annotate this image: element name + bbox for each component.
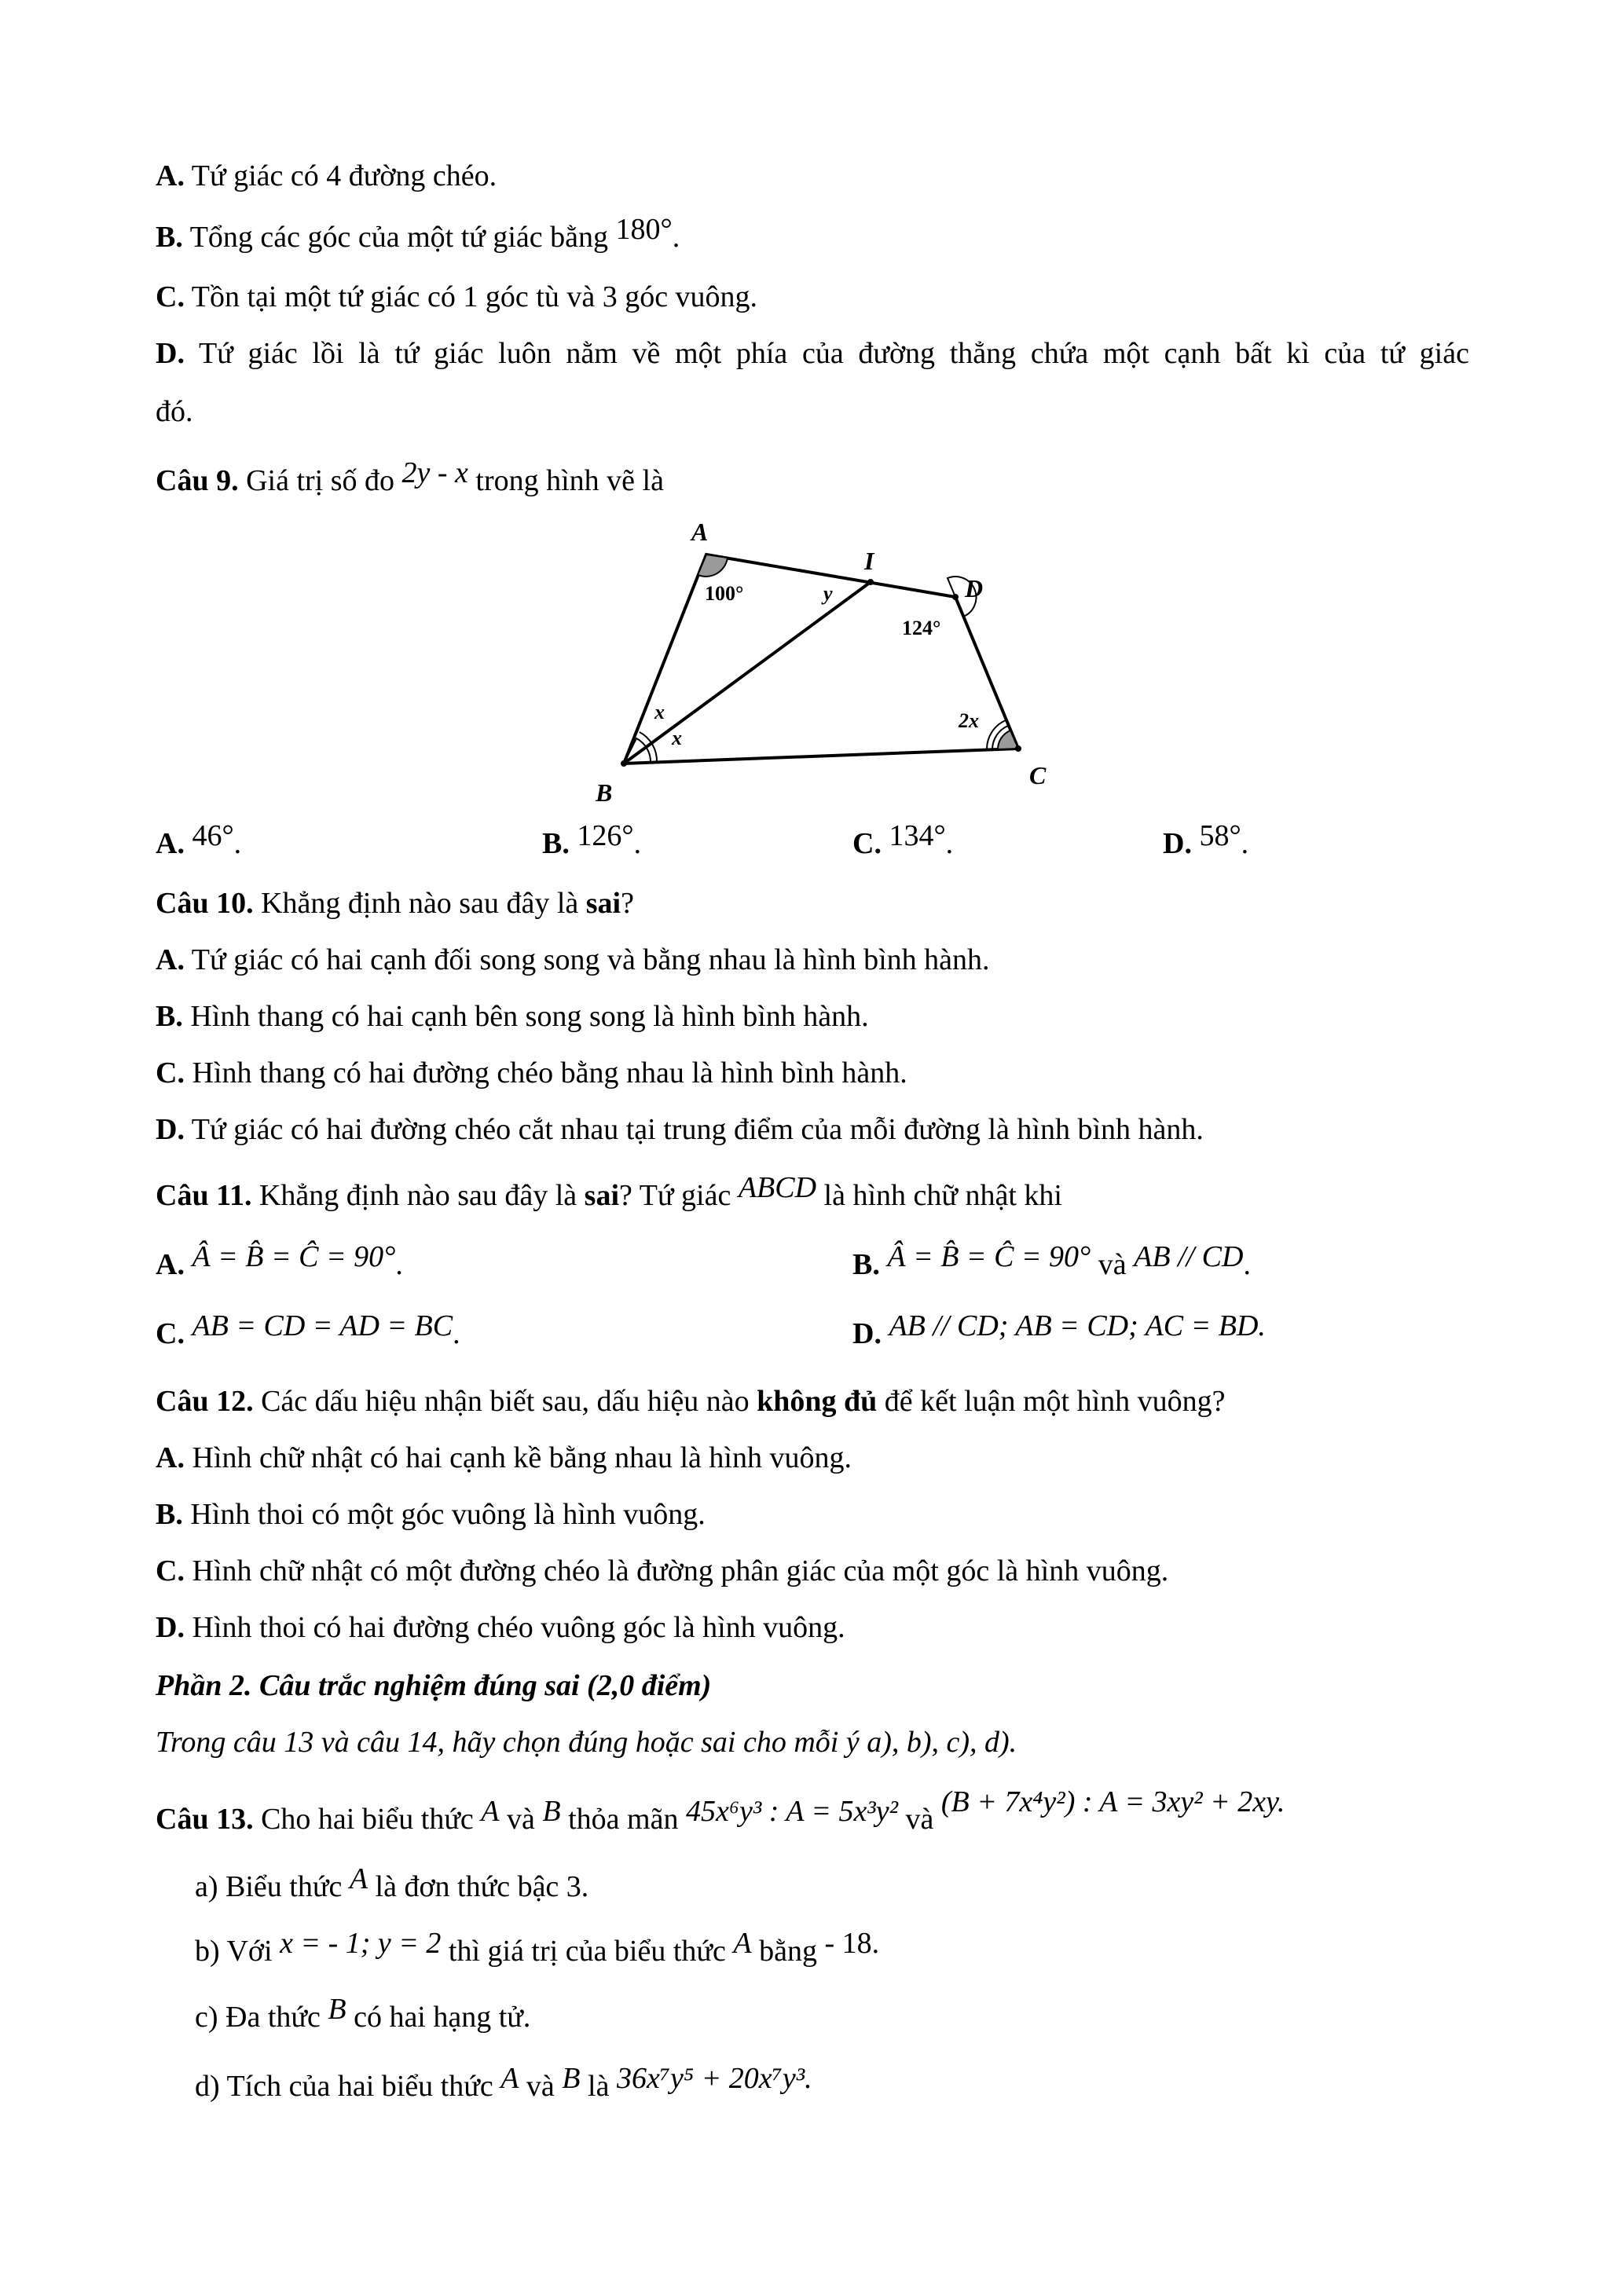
q12-stem [156,1384,1226,1419]
option-label: D. [156,1113,185,1146]
option-label: C. [156,1056,185,1089]
option-value: 58° [1199,819,1241,852]
vertex-label-c: C [1029,761,1047,789]
vertex-label-b: B [596,778,613,807]
option-text: Hình thoi có hai đường chéo vuông góc là hình vuông. [192,1611,845,1644]
option-end: . [233,827,242,860]
option-text: Tồn tại một tứ giác có 1 góc tù và 3 góc vuông. [191,280,758,313]
question-text: Giá trị số đo [246,464,395,497]
option-text-cont: đó. [156,395,193,428]
q10-option-a [156,943,990,977]
math-a: A [481,1795,500,1828]
option-value: 134° [889,819,946,852]
option-math: AB // CD [1134,1240,1244,1273]
option-label: D. [852,1317,882,1350]
angle-label-a: 100° [705,582,744,605]
q13-statement-b [195,1927,880,1968]
statement-value: - 18. [824,1927,880,1960]
option-label: B. [852,1248,880,1281]
q11-option-b [852,1240,1251,1282]
statement-value: 36x⁷y⁵ + 20x⁷y³. [616,2062,812,2095]
statement-text: thì giá trị của biểu thức [448,1935,726,1968]
option-value: 126° [577,819,634,852]
option-text: Tứ giác có hai đường chéo cắt nhau tại trung điểm của mỗi đường là hình bình hành. [191,1113,1204,1146]
option-math: Â = B̂ = Ĉ = 90° [192,1240,396,1273]
q10-option-d [156,1112,1204,1147]
point-i [867,579,874,585]
point-d [952,594,959,600]
q13-statement-a [195,1862,589,1904]
option-end: . [945,827,954,860]
statement-text: và [526,2070,555,2103]
option-label: D. [156,1611,185,1644]
option-end: . [395,1248,403,1281]
option-label: A. [156,159,185,192]
question-label: Câu 9. [156,464,239,497]
option-label: B. [156,221,183,254]
q11-stem [156,1171,1062,1213]
question-label: Câu 13. [156,1803,254,1836]
option-text: Tứ giác lồi là tứ giác luôn nằm về một phía của đường thẳng chứa một cạnh bất kì của tứ giác [198,337,1469,370]
statement-text: có hai hạng tử. [354,2001,531,2034]
quadrilateral-abcd [624,555,1018,764]
statement-math: x = - 1; y = 2 [280,1927,442,1960]
option-text: và [1098,1248,1127,1281]
option-text: Hình chữ nhật có một đường chéo là đường phân giác của một góc là hình vuông. [192,1554,1169,1587]
q11-option-d [852,1309,1266,1351]
option-text: Tổng các góc của một tứ giác bằng [189,221,609,254]
statement-text: là đơn thức bậc 3. [375,1870,589,1903]
option-label: D. [156,337,185,370]
angle-mark-c [998,731,1018,749]
option-label: A. [156,1441,185,1474]
statement-text: c) Đa thức [195,2001,321,2034]
math-condition-1: 45x⁶y³ : A = 5x³y² [685,1795,898,1828]
math-condition-2: (B + 7x⁴y²) : A = 3xy² + 2xy. [940,1785,1285,1818]
question-text: thỏa mãn [568,1803,679,1836]
statement-text: d) Tích của hai biểu thức [195,2070,493,2103]
statement-text: b) Với [195,1935,273,1968]
question-text: trong hình vẽ là [475,464,664,497]
q10-option-b [156,999,869,1034]
q9-option-b [542,819,642,861]
option-text: Tứ giác có hai cạnh đối song song và bằng nhau là hình bình hành. [191,943,990,976]
q12-option-d [156,1610,845,1645]
option-text: Hình thoi có một góc vuông là hình vuông. [190,1498,706,1531]
question-label: Câu 10. [156,887,254,920]
math-2y-minus-x: 2y - x [401,456,468,489]
statement-math: B [562,2062,581,2095]
option-label: C. [156,280,185,313]
option-math: AB = CD = AD = BC [192,1309,453,1342]
question-text: và [905,1803,934,1836]
q10-stem [156,886,634,921]
question-text: Các dấu hiệu nhận biết sau, dấu hiệu nào [261,1385,750,1418]
q9-option-c [852,819,954,861]
point-b [621,760,627,767]
question-text: là hình chữ nhật khi [823,1179,1062,1212]
question-text: ? [621,887,634,920]
statement-math: B [328,1993,346,2026]
question-text: ? Tứ giác [619,1179,731,1212]
q12-option-b [156,1497,706,1532]
vertex-label-d: D [965,574,984,602]
q8-option-d-cont [156,394,193,429]
option-text: Hình thang có hai đường chéo bằng nhau là hình bình hành. [192,1056,907,1089]
question-text: để kết luận một hình vuông? [884,1385,1226,1418]
part2-instruction [156,1725,1017,1760]
angle-label-x2: x [672,727,682,749]
option-end: . [453,1317,460,1350]
option-label: A. [156,827,185,860]
point-c [1015,745,1021,752]
q12-option-a [156,1441,852,1475]
statement-text: a) Biểu thức [195,1870,343,1903]
option-end: . [1243,1248,1251,1281]
option-math: AB // CD; AB = CD; AC = BD. [889,1309,1266,1342]
q8-option-a [156,159,497,193]
q8-option-b [156,213,680,255]
question-text: Khẳng định nào sau đây là [258,1179,577,1212]
option-end: . [672,221,680,254]
q12-option-c [156,1554,1168,1588]
option-end: . [1241,827,1249,860]
angle-mark-a [698,555,728,577]
angle-label-y: y [823,582,833,605]
q13-statement-c [195,1993,531,2034]
q11-option-a [156,1240,403,1282]
option-label: A. [156,1248,185,1281]
math-b: B [542,1795,561,1828]
option-text: Tứ giác có 4 đường chéo. [191,159,497,192]
quadrilateral-figure [574,511,1061,817]
vertex-label-i: I [864,547,874,575]
option-label: C. [156,1317,185,1350]
statement-text: là [588,2070,610,2103]
q8-option-c [156,280,757,314]
instruction-text: Trong câu 13 và câu 14, hãy chọn đúng hoặc sai cho mỗi ý a), b), c), d). [156,1726,1017,1759]
option-label: B. [542,827,570,860]
option-label: A. [156,943,185,976]
option-math: Â = B̂ = Ĉ = 90° [887,1240,1091,1273]
option-value: 46° [192,819,234,852]
option-label: B. [156,1498,183,1531]
math-abcd: ABCD [738,1171,817,1204]
q9-option-d [1163,819,1249,861]
q11-option-c [156,1309,460,1351]
q9-stem [156,456,664,498]
q8-option-d [156,336,1469,371]
math-180-degree: 180° [615,213,673,246]
question-emphasis: không đủ [757,1385,878,1418]
question-text: Cho hai biểu thức [261,1803,474,1836]
angle-label-d: 124° [902,617,941,639]
question-text: Khẳng định nào sau đây là [261,887,579,920]
part-title-end: ) [701,1669,712,1702]
part2-title [156,1668,711,1703]
statement-math: A [733,1927,752,1960]
vertex-label-a: A [691,518,709,546]
question-label: Câu 11. [156,1179,252,1212]
option-label: B. [156,1000,183,1033]
question-text: và [507,1803,535,1836]
part-points: 2,0 điểm [596,1669,702,1702]
option-end: . [633,827,642,860]
option-label: C. [852,827,882,860]
q13-statement-d [195,2062,812,2104]
q10-option-c [156,1056,907,1090]
q13-stem [156,1785,1285,1836]
angle-label-c: 2x [959,709,979,732]
question-label: Câu 12. [156,1385,254,1418]
statement-math: A [500,2062,519,2095]
question-emphasis: sai [585,887,621,920]
statement-text: bằng [759,1935,817,1968]
option-label: D. [1163,827,1192,860]
statement-math: A [349,1862,368,1895]
q9-option-a [156,819,242,861]
option-label: C. [156,1554,185,1587]
part-title: Phần 2. Câu trắc nghiệm đúng sai ( [156,1669,597,1702]
angle-label-x1: x [654,701,665,723]
question-emphasis: sai [584,1179,620,1212]
option-text: Hình chữ nhật có hai cạnh kề bằng nhau là hình vuông. [192,1441,852,1474]
option-text: Hình thang có hai cạnh bên song song là hình bình hành. [190,1000,869,1033]
